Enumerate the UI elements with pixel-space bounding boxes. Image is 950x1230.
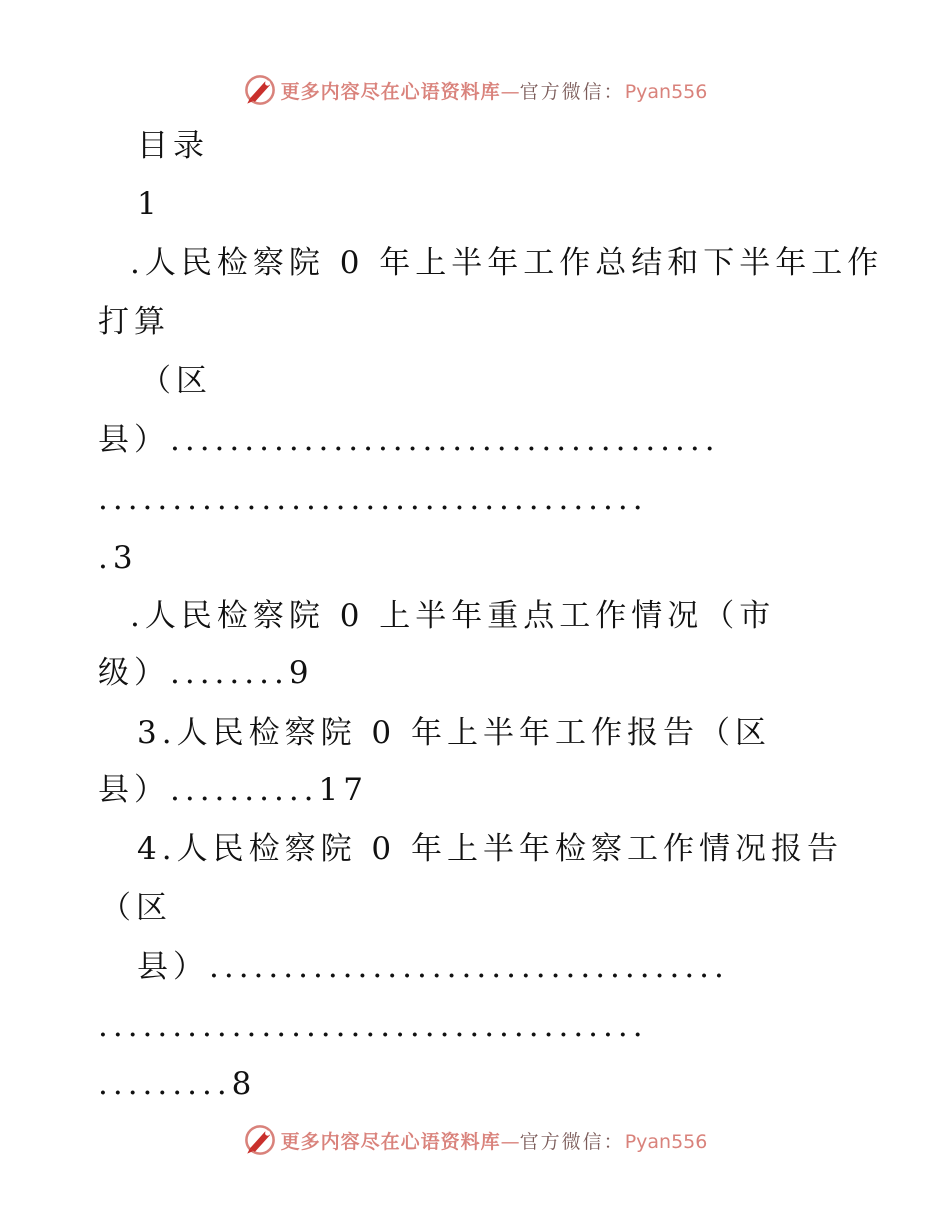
toc-line: .人民检察院 0 上半年重点工作情况（市 (130, 598, 776, 634)
header-brand-text: 更多内容尽在心语资料库 (280, 80, 501, 103)
toc-line: （区 (140, 363, 212, 399)
toc-line: 县）..................................... (98, 422, 720, 458)
footer-wechat-id: Pyan556 (624, 1130, 708, 1153)
toc-line: 县）..........17 (98, 772, 368, 808)
toc-line: 级）........9 (98, 655, 314, 691)
toc-line: .人民检察院 0 年上半年工作总结和下半年工作 (130, 245, 884, 281)
footer-brand-text: 更多内容尽在心语资料库 (280, 1130, 501, 1153)
toc-line: 县）................................... (137, 949, 729, 985)
header-wechat-id: Pyan556 (624, 80, 708, 103)
header-dash: — (500, 80, 520, 103)
header-banner (0, 70, 950, 110)
toc-line: 4.人民检察院 0 年上半年检察工作情况报告 (137, 831, 844, 867)
pen-nib-logo-icon (243, 1123, 277, 1157)
toc-line: 3.人民检察院 0 年上半年工作报告（区 (137, 715, 772, 751)
footer-banner (0, 1120, 950, 1160)
toc-title: 目录 (137, 128, 209, 164)
toc-line: 1 (137, 186, 162, 222)
toc-line: ..................................... (98, 481, 648, 517)
toc-line: .3 (98, 540, 138, 576)
toc-line: 打算 (98, 304, 170, 340)
footer-dash: — (500, 1130, 520, 1153)
toc-line: （区 (100, 890, 172, 926)
toc-line: ..................................... (98, 1008, 648, 1044)
footer-wechat-label: 官方微信： (519, 1130, 625, 1153)
header-wechat-label: 官方微信： (519, 80, 625, 103)
toc-line: .........8 (98, 1066, 257, 1102)
pen-nib-logo-icon (243, 73, 277, 107)
